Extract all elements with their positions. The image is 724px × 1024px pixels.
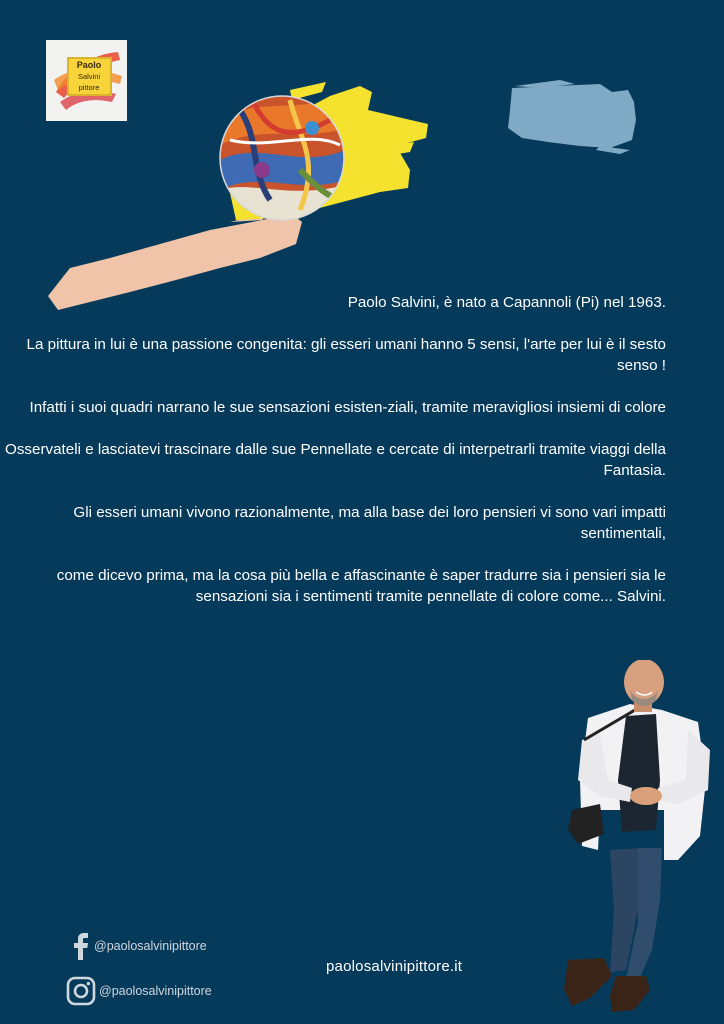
facebook-link[interactable] <box>72 931 207 961</box>
logo-line-2: Salvini <box>77 72 101 81</box>
instagram-handle: @paolosalvinipittore <box>99 984 212 998</box>
bio-paragraph-6: come dicevo prima, ma la cosa più bella e affascinante è saper tradurre sia i pensieri sia le sensazioni sia i sentimenti tramite pennellate di colore come... Salvini. <box>56 567 666 605</box>
facebook-icon <box>72 931 90 961</box>
website-link[interactable]: paolosalvinipittore.it <box>326 958 463 975</box>
artist-portrait <box>560 660 720 1024</box>
decorative-artwork <box>0 0 724 330</box>
logo-line-3: pittore <box>78 83 100 92</box>
instagram-link[interactable] <box>66 976 212 1006</box>
facebook-handle: @paolosalvinipittore <box>94 939 207 953</box>
bio-paragraph-2: La pittura in lui è una passione congenita: gli esseri umani hanno 5 sensi, l'arte per lui è il sesto senso ! <box>26 336 666 374</box>
bio-paragraph-4: Osservateli e lasciatevi trascinare dalle sue Pennellate e cercate di interpetrarli tramite viaggi della Fantasia. <box>5 441 666 479</box>
logo-line-1: Paolo <box>76 60 102 70</box>
bio-paragraph-5: Gli esseri umani vivono razionalmente, ma alla base dei loro pensieri vi sono vari impatti sentimentali, <box>73 504 666 542</box>
bio-paragraph-1: Paolo Salvini, è nato a Capannoli (Pi) nel 1963. <box>347 294 666 311</box>
instagram-icon <box>66 976 96 1006</box>
bio-paragraph-3: Infatti i suoi quadri narrano le sue sensazioni esisten-ziali, tramite meravigliosi insiemi di colore <box>29 399 666 416</box>
biography <box>4 292 666 628</box>
blue-brush-stroke <box>508 84 636 148</box>
